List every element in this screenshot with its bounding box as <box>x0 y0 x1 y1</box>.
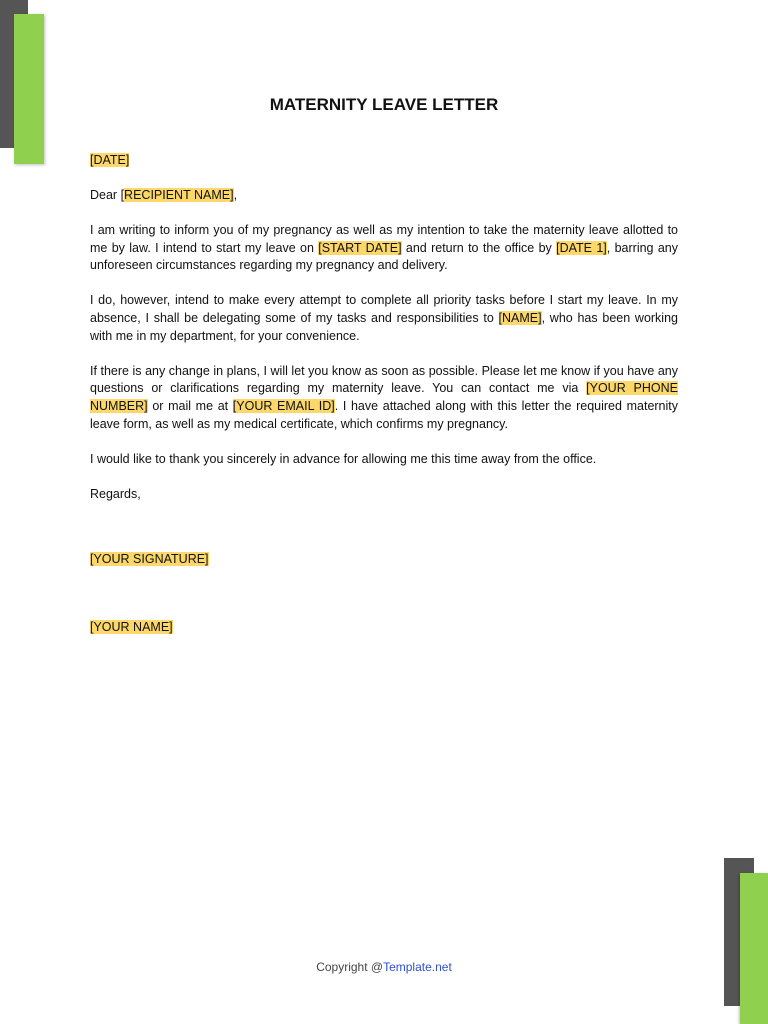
salutation <box>90 187 678 205</box>
salutation-prefix: Dear [ <box>90 188 125 203</box>
email-placeholder: [YOUR EMAIL ID] <box>232 398 335 413</box>
paragraph-delegation <box>90 292 678 345</box>
paragraph-delegation-part2: , who has been working with me in my department, for your convenience. <box>90 311 678 343</box>
signature-line <box>90 551 678 569</box>
corner-accent-green-bottom-right <box>740 873 768 1024</box>
closing: Regards, <box>90 486 141 501</box>
letter-body <box>90 152 678 654</box>
delegate-name-placeholder: [NAME] <box>498 311 542 326</box>
signature-placeholder: [YOUR SIGNATURE] <box>90 552 209 567</box>
paragraph-intent-part1: I am writing to inform you of my pregnancy as well as my intention to take the maternity leave allotted to me by law. I intend to start my leave on <box>90 223 678 255</box>
paragraph-delegation-part1: I do, however, intend to make every attempt to complete all priority tasks before I start my leave. In my absence, I shall be delegating some of my tasks and responsibilities to <box>90 293 678 326</box>
corner-accent-green-top-left <box>14 14 44 164</box>
paragraph-contact-part2: or mail me at <box>147 398 233 413</box>
footer-prefix: Copyright @ <box>316 960 384 974</box>
footer-link[interactable]: Template.net <box>383 960 452 974</box>
date1-placeholder: [DATE 1] <box>556 240 607 255</box>
paragraph-thanks: I would like to thank you sincerely in advance for allowing me this time away from the office. <box>90 451 597 466</box>
salutation-suffix: , <box>233 188 238 203</box>
start-date-placeholder: [START DATE] <box>318 240 402 255</box>
phone-number-placeholder: [YOUR PHONE NUMBER] <box>90 381 678 413</box>
paragraph-contact <box>90 363 678 433</box>
date-line <box>90 152 678 170</box>
your-name-placeholder: [YOUR NAME] <box>90 619 173 634</box>
paragraph-intent-part3: , barring any unforeseen circumstances regarding my pregnancy and delivery. <box>90 240 679 273</box>
name-line <box>90 619 678 637</box>
paragraph-intent <box>90 222 678 275</box>
paragraph-intent-part2: and return to the office by <box>401 240 557 255</box>
paragraph-contact-part3: . I have attached along with this letter the required maternity leave form, as well as my medical certificate, which confirms my pregnancy. <box>90 398 679 431</box>
document-title: MATERNITY LEAVE LETTER <box>269 95 499 114</box>
recipient-name-placeholder: RECIPIENT NAME] <box>124 188 234 203</box>
footer-copyright <box>0 960 768 974</box>
date-placeholder: [DATE] <box>90 153 130 167</box>
paragraph-contact-part1: If there is any change in plans, I will let you know as soon as possible. Please let me know if you have any questions or clarifications regarding my maternity leave. You can contact me via <box>90 363 678 396</box>
